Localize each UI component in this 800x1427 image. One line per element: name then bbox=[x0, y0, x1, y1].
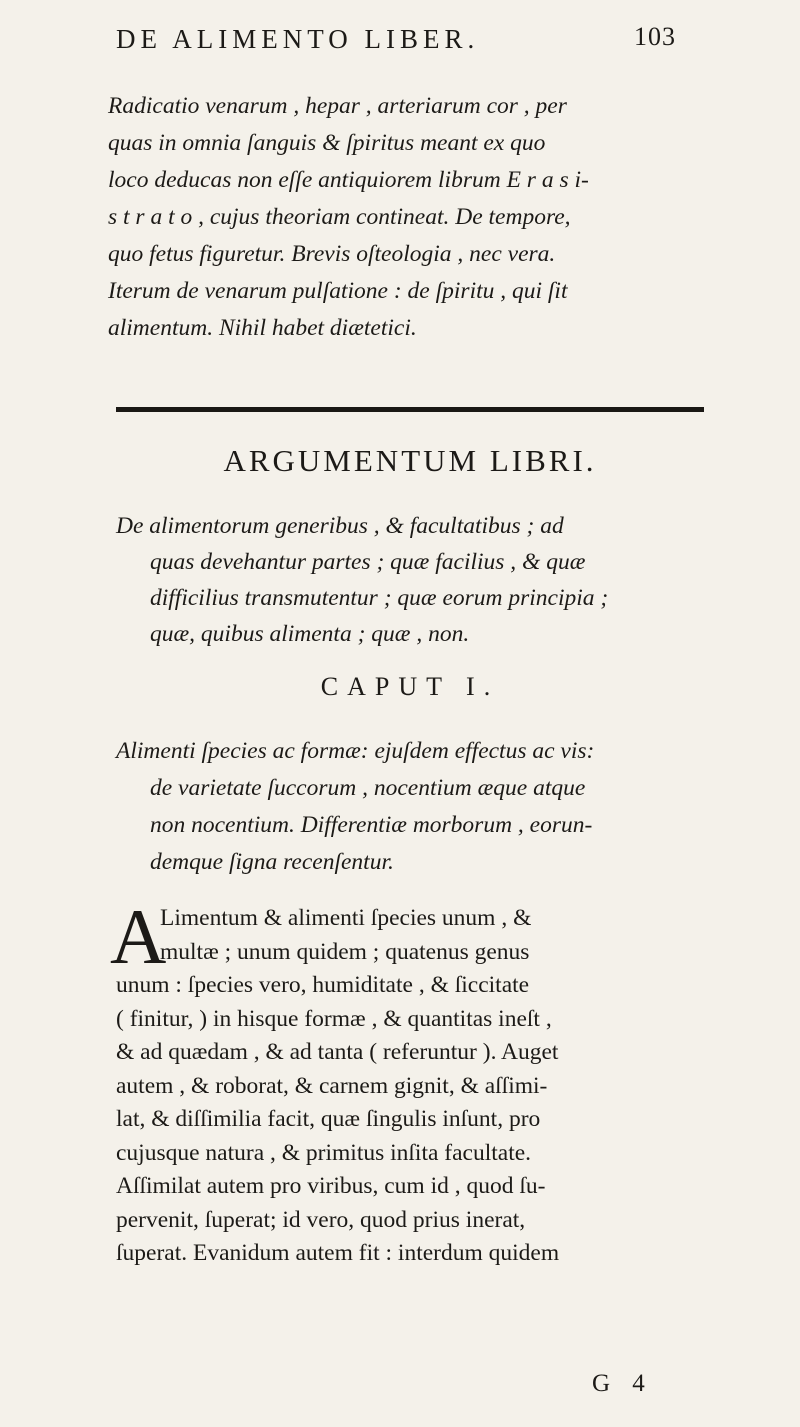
argument-heading: ARGUMENTUM LIBRI. bbox=[223, 443, 597, 478]
argument-text bbox=[116, 508, 706, 652]
drop-cap-initial: A bbox=[110, 893, 167, 980]
section-divider bbox=[116, 407, 704, 412]
argument-line: difficilius transmutentur ; quæ eorum principia ; bbox=[150, 585, 609, 611]
body-line: unum : ſpecies vero, humiditate , & ſiccitate bbox=[116, 972, 530, 998]
summary-line: Radicatio venarum , hepar , arteriarum cor , per bbox=[108, 93, 567, 119]
chapter-heading: CAPUT I. bbox=[320, 672, 500, 701]
page-number: 103 bbox=[634, 22, 676, 51]
body-line: cujusque natura , & primitus inſita facultate. bbox=[116, 1139, 532, 1166]
preceding-summary bbox=[108, 88, 702, 347]
summary-line: s t r a t o , cujus theoriam contineat. De tempore, bbox=[108, 204, 571, 230]
chapter-summary-line: de varietate ſuccorum , nocentium æque atque bbox=[150, 775, 586, 801]
chapter-summary-line: Alimenti ſpecies ac formæ: ejuſdem effectus ac vis: bbox=[116, 738, 595, 764]
argument-line: quas devehantur partes ; quæ facilius , & quæ bbox=[150, 549, 586, 575]
body-line: & ad quædam , & ad tanta ( referuntur ). Auget bbox=[116, 1039, 559, 1065]
body-line: Aſſimilat autem pro viribus, cum id , quod ſu- bbox=[116, 1173, 546, 1199]
running-head bbox=[116, 18, 676, 58]
summary-line: quas in omnia ſanguis & ſpiritus meant ex quo bbox=[108, 130, 546, 156]
signature-mark: G 4 bbox=[592, 1370, 653, 1397]
running-head-title: DE ALIMENTO LIBER. bbox=[116, 24, 480, 54]
summary-line: loco deducas non eſſe antiquiorem librum E r a s i- bbox=[108, 167, 589, 193]
body-line: lat, & diſſimilia facit, quæ ſingulis inſunt, pro bbox=[116, 1106, 541, 1132]
summary-line: quo fetus figuretur. Brevis oſteologia , nec vera. bbox=[108, 241, 556, 267]
summary-line: alimentum. Nihil habet diætetici. bbox=[108, 315, 417, 341]
argument-line: quæ, quibus alimenta ; quæ , non. bbox=[150, 621, 470, 647]
body-line: ( finitur, ) in hisque formæ , & quantitas ineſt , bbox=[116, 1005, 552, 1032]
argument-line: De alimentorum generibus , & facultatibus ; ad bbox=[116, 513, 564, 539]
body-text bbox=[110, 893, 710, 1271]
body-line: pervenit, ſuperat; id vero, quod prius inerat, bbox=[116, 1206, 526, 1233]
body-line: multæ ; unum quidem ; quatenus genus bbox=[160, 938, 530, 965]
body-line: ſuperat. Evanidum autem fit : interdum quidem bbox=[116, 1240, 560, 1266]
summary-line: Iterum de venarum pulſatione : de ſpiritu , qui ſit bbox=[108, 278, 568, 304]
chapter-summary bbox=[116, 733, 710, 881]
body-line: autem , & roborat, & carnem gignit, & aſſimi- bbox=[116, 1072, 548, 1099]
chapter-summary-line: non nocentium. Differentiæ morborum , eorun- bbox=[150, 812, 593, 838]
chapter-summary-line: demque ſigna recenſentur. bbox=[150, 849, 394, 875]
body-line: Limentum & alimenti ſpecies unum , & bbox=[160, 905, 532, 931]
